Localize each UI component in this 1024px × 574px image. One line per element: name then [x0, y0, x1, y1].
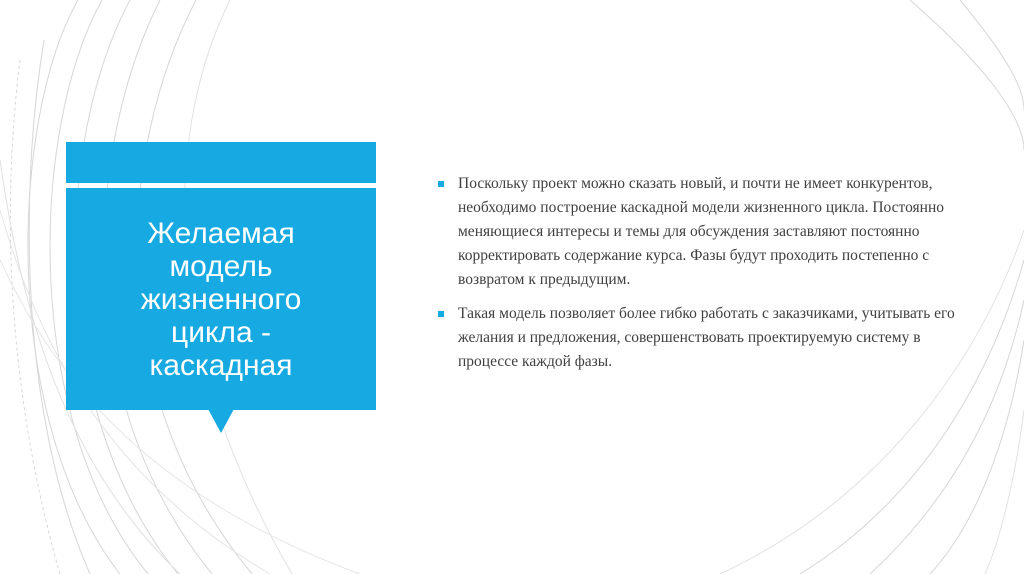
- bullet-item: [436, 302, 966, 374]
- title-box: [66, 188, 376, 410]
- bullet-item: [436, 172, 966, 292]
- square-bullet-icon: [438, 181, 444, 187]
- title-line: модель: [169, 249, 273, 283]
- slide-title: [106, 217, 336, 382]
- title-line: каскадная: [149, 348, 293, 382]
- title-line: цикла -: [171, 315, 271, 349]
- bullet-list: [436, 172, 966, 384]
- bullet-text: Такая модель позволяет более гибко работать с заказчиками, учитывать его желания и предложения, совершенствовать проектируемую систему в процессе каждой фазы.: [458, 305, 955, 370]
- bullet-text: Поскольку проект можно сказать новый, и почти не имеет конкурентов, необходимо построение каскадной модели жизненного цикла. Постоянно меняющиеся интересы и темы для обсуждения заставляют постоянно корректировать содержание курса. Фазы будут проходить постепенно с возвратом к предыдущим.: [458, 175, 945, 288]
- square-bullet-icon: [438, 311, 444, 317]
- title-accent-bar: [66, 142, 376, 183]
- title-line: Желаемая: [147, 216, 295, 250]
- title-line: жизненного: [140, 282, 302, 316]
- title-pointer-arrow: [208, 409, 234, 433]
